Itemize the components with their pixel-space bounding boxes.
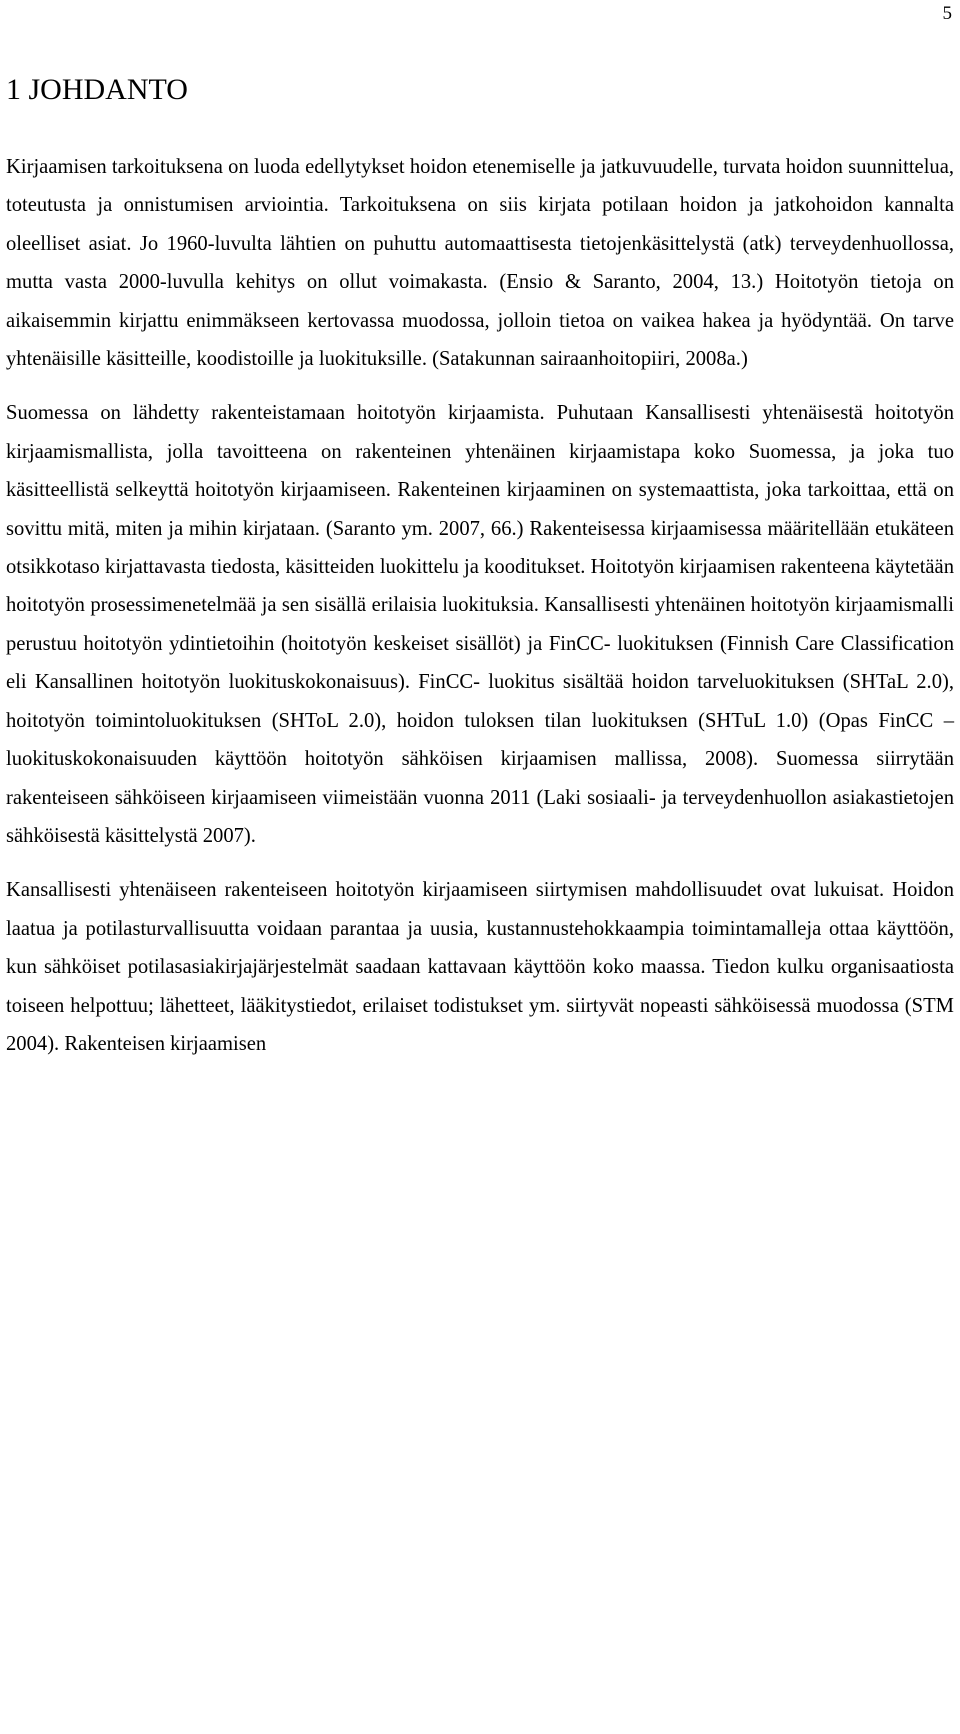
paragraph-1: Kirjaamisen tarkoituksena on luoda edellytykset hoidon etenemiselle ja jatkuvuudelle, turvata hoidon suunnittelua, toteutusta ja onnistumisen arviointia. Tarkoituksena on siis kirjata potilaan hoidon ja jatkohoidon kannalta oleelliset asiat. Jo 1960-luvulta lähtien on puhuttu automaattisesta tietojenkäsittelystä (atk) terveydenhuollossa, mutta vasta 2000-luvulla kehitys on ollut voimakasta. (Ensio & Saranto, 2004, 13.) Hoitotyön tietoja on aikaisemmin kirjattu enimmäkseen kertovassa muodossa, jolloin tietoa on vaikea hakea ja hyödyntää. On tarve yhtenäisille käsitteille, koodistoille ja luokituksille. (Satakunnan sairaanhoitopiiri, 2008a.) [6, 156, 954, 371]
page-number: 5 [942, 3, 952, 24]
body-text [6, 148, 954, 1063]
section-heading: 1 JOHDANTO [6, 73, 188, 106]
paragraph-3: Kansallisesti yhtenäiseen rakenteiseen hoitotyön kirjaamiseen siirtymisen mahdollisuudet ovat lukuisat. Hoidon laatua ja potilasturvallisuutta voidaan parantaa ja uusia, kustannustehokkaampia toimintamalleja ottaa käyttöön, kun sähköiset potilasasiakirjajärjestelmät saadaan kattavaan käyttöön koko maassa. Tiedon kulku organisaatiosta toiseen helpottuu; lähetteet, lääkitystiedot, erilaiset todistukset ym. siirtyvät nopeasti sähköisessä muodossa (STM 2004). Rakenteisen kirjaamisen [6, 879, 954, 1055]
paragraph-2: Suomessa on lähdetty rakenteistamaan hoitotyön kirjaamista. Puhutaan Kansallisesti yhtenäisestä hoitotyön kirjaamismallista, jolla tavoitteena on rakenteinen yhtenäinen kirjaamistapa koko Suomessa, ja joka tuo käsitteellistä selkeyttä hoitotyön kirjaamiseen. Rakenteinen kirjaaminen on systemaattista, joka tarkoittaa, että on sovittu mitä, miten ja mihin kirjataan. (Saranto ym. 2007, 66.) Rakenteisessa kirjaamisessa määritellään etukäteen otsikkotaso kirjattavasta tiedosta, käsitteiden luokittelu ja kooditukset. Hoitotyön kirjaamisen rakenteena käytetään hoitotyön prosessimenetelmää ja sen sisällä erilaisia luokituksia. Kansallisesti yhtenäinen hoitotyön kirjaamismalli perustuu hoitotyön ydintietoihin (hoitotyön keskeiset sisällöt) ja FinCC- luokituksen (Finnish Care Classification eli Kansallinen hoitotyön luokituskokonaisuus). FinCC- luokitus sisältää hoidon tarveluokituksen (SHTaL 2.0), hoitotyön toimintoluokituksen (SHToL 2.0), hoidon tuloksen tilan luokituksen (SHTuL 1.0) (Opas FinCC –luokituskokonaisuuden käyttöön hoitotyön sähköisen kirjaamisen mallissa, 2008). Suomessa siirrytään rakenteiseen sähköiseen kirjaamiseen viimeistään vuonna 2011 (Laki sosiaali- ja terveydenhuollon asiakastietojen sähköisestä käsittelystä 2007). [6, 402, 954, 847]
